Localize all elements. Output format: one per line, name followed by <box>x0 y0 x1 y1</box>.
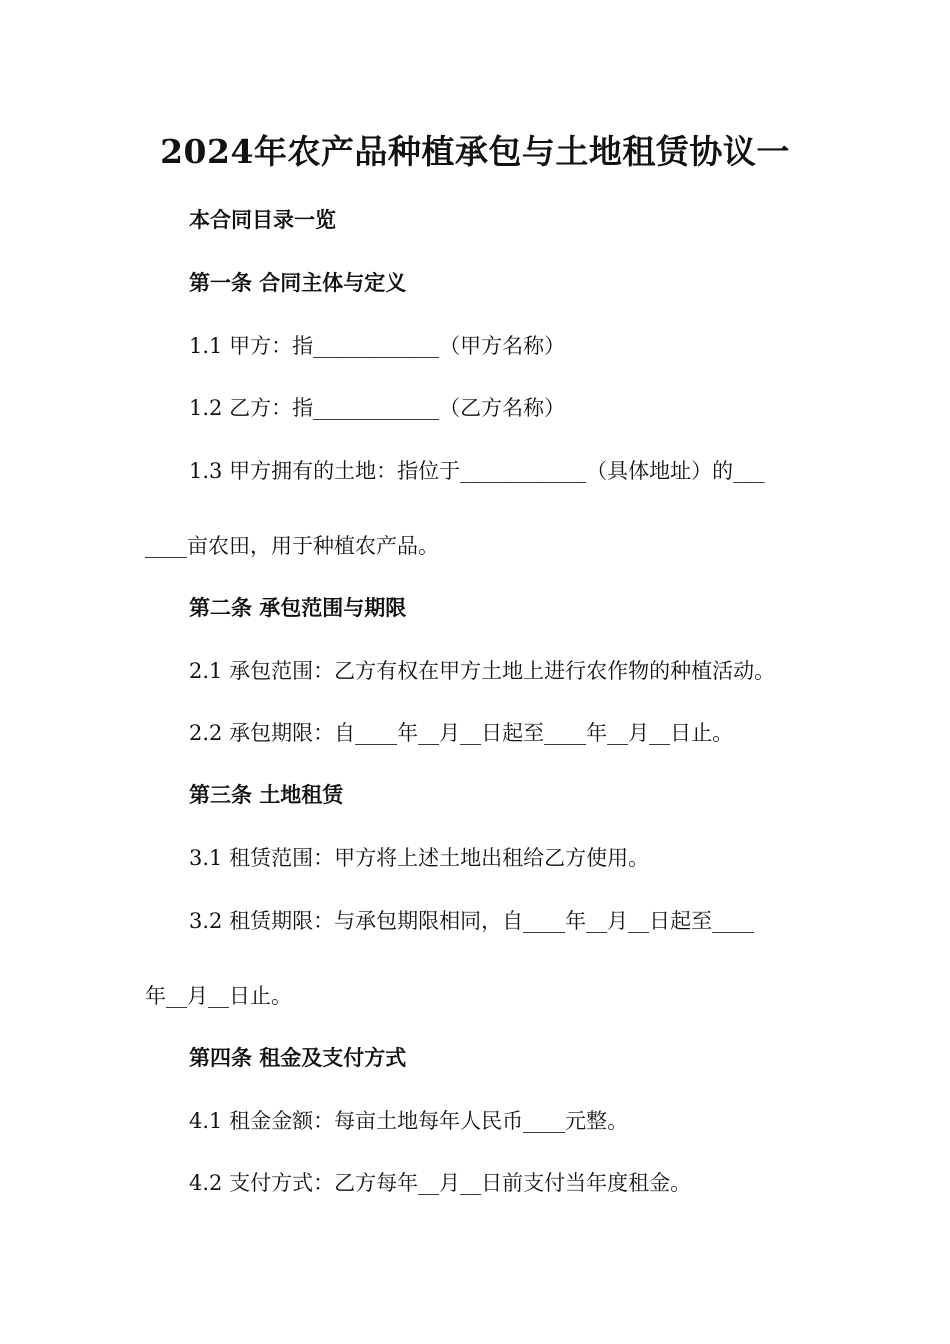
clause-1-1: 1.1 甲方：指____________（甲方名称） <box>189 334 566 358</box>
article-3-heading: 第三条 土地租赁 <box>189 782 344 807</box>
clause-4-1: 4.1 租金金额：每亩土地每年人民币____元整。 <box>189 1109 629 1133</box>
clause-2-1: 2.1 承包范围：乙方有权在甲方土地上进行农作物的种植活动。 <box>189 659 776 683</box>
toc-heading: 本合同目录一览 <box>189 207 336 232</box>
article-1-heading: 第一条 合同主体与定义 <box>189 270 407 295</box>
clause-2-2: 2.2 承包期限：自____年__月__日起至____年__月__日止。 <box>189 721 734 745</box>
article-2-heading: 第二条 承包范围与期限 <box>189 595 407 620</box>
clause-1-3-line-2: ____亩农田，用于种植农产品。 <box>145 534 439 558</box>
clause-4-2: 4.2 支付方式：乙方每年__月__日前支付当年度租金。 <box>189 1171 692 1195</box>
clause-3-1: 3.1 租赁范围：甲方将上述土地出租给乙方使用。 <box>189 846 650 870</box>
clause-3-2-line-2: 年__月__日止。 <box>145 984 292 1008</box>
article-4-heading: 第四条 租金及支付方式 <box>189 1045 407 1070</box>
document-title: 2024年农产品种植承包与土地租赁协议一 <box>160 132 790 171</box>
clause-1-3-line-1: 1.3 甲方拥有的土地：指位于____________（具体地址）的___ <box>189 459 765 483</box>
clause-3-2-line-1: 3.2 租赁期限：与承包期限相同，自____年__月__日起至____ <box>189 909 755 933</box>
clause-1-2: 1.2 乙方：指____________（乙方名称） <box>189 396 566 420</box>
